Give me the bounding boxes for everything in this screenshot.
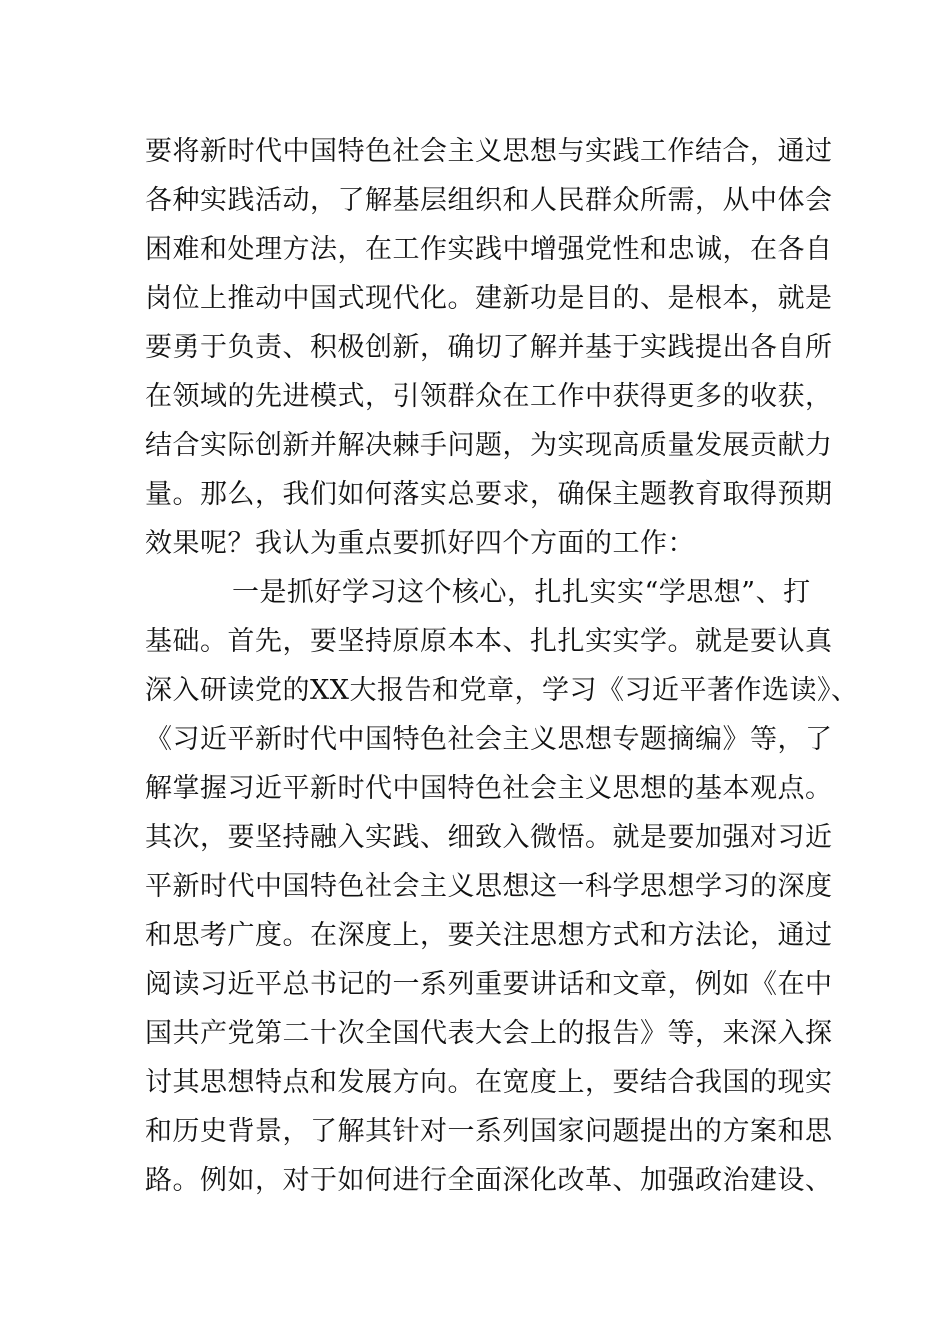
text-line: 结合实际创新并解决棘手问题，为实现高质量发展贡献力 (145, 430, 833, 461)
text-line: 量。那么，我们如何落实总要求，确保主题教育取得预期 (145, 479, 833, 510)
text-line: 解掌握习近平新时代中国特色社会主义思想的基本观点。 (145, 773, 833, 804)
text-line: 要将新时代中国特色社会主义思想与实践工作结合，通过 (145, 136, 833, 167)
text-line: 要勇于负责、积极创新，确切了解并基于实践提出各自所 (145, 332, 833, 363)
text-line: 路。例如，对于如何进行全面深化改革、加强政治建设、 (145, 1165, 833, 1196)
text-line: 和历史背景，了解其针对一系列国家问题提出的方案和思 (145, 1116, 833, 1147)
text-line: 岗位上推动中国式现代化。建新功是目的、是根本，就是 (145, 283, 833, 314)
text-line: 其次，要坚持融入实践、细致入微悟。就是要加强对习近 (145, 822, 833, 853)
text-line: 各种实践活动，了解基层组织和人民群众所需，从中体会 (145, 185, 833, 216)
paragraph-first-line: 一是抓好学习这个核心，扎扎实实“学思想”、打 (232, 577, 811, 608)
text-line: 深入研读党的XX大报告和党章，学习《习近平著作选读》、 (145, 675, 859, 706)
text-line: 平新时代中国特色社会主义思想这一科学思想学习的深度 (145, 871, 833, 902)
text-line: 困难和处理方法，在工作实践中增强党性和忠诚，在各自 (145, 234, 833, 265)
text-line: 效果呢？我认为重点要抓好四个方面的工作： (145, 528, 695, 559)
text-line: 讨其思想特点和发展方向。在宽度上，要结合我国的现实 (145, 1067, 833, 1098)
text-line: 《习近平新时代中国特色社会主义思想专题摘编》等，了 (145, 724, 833, 755)
text-line: 在领域的先进模式，引领群众在工作中获得更多的收获， (145, 381, 833, 412)
text-line: 国共产党第二十次全国代表大会上的报告》等，来深入探 (145, 1018, 833, 1049)
text-line: 和思考广度。在深度上，要关注思想方式和方法论，通过 (145, 920, 833, 951)
text-line: 基础。首先，要坚持原原本本、扎扎实实学。就是要认真 (145, 626, 833, 657)
text-line: 阅读习近平总书记的一系列重要讲话和文章，例如《在中 (145, 969, 833, 1000)
